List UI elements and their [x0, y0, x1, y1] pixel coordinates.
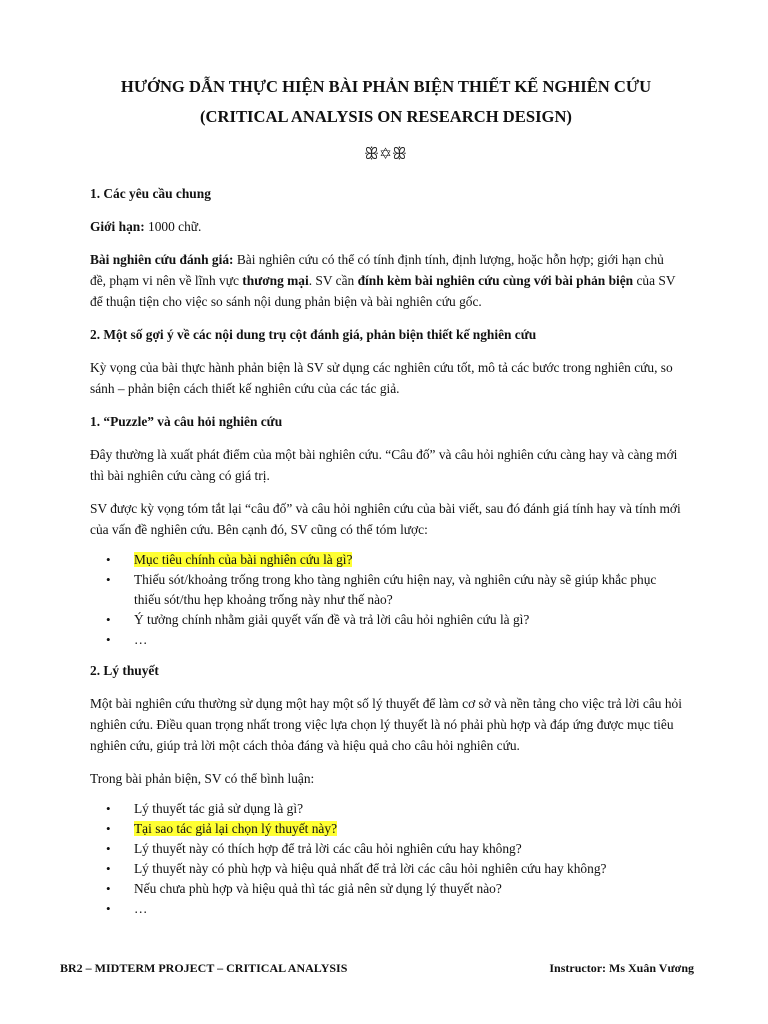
- section-heading-theory: 2. Lý thuyết: [90, 663, 159, 678]
- list-item: [90, 879, 682, 899]
- list-item: [90, 630, 682, 650]
- footer-course-label: BR2 – MIDTERM PROJECT – CRITICAL ANALYSIS: [60, 961, 348, 975]
- paper-bold-attach: đính kèm bài nghiên cứu cùng với bài phản biện: [357, 273, 634, 288]
- bullet-icon: •: [106, 612, 111, 627]
- document-page: [90, 76, 682, 919]
- bullet-icon: •: [106, 632, 111, 647]
- word-limit-paragraph: [90, 216, 682, 237]
- suggestions-intro: Kỳ vọng của bài thực hành phản biện là SV sử dụng các nghiên cứu tốt, mô tả các bước trong nghiên cứu, so sánh – phản biện cách thiết kế nghiên cứu của các tác giả.: [90, 360, 673, 396]
- paper-text-part-3: của SV để thuận tiện cho việc so sánh nội dung phản biện và bài nghiên cứu gốc.: [90, 273, 676, 309]
- bullet-icon: •: [106, 572, 111, 587]
- puzzle-paragraph-1: Đây thường là xuất phát điểm của một bài nghiên cứu. “Câu đố” và câu hỏi nghiên cứu càng hay và càng mới thì bài nghiên cứu càng có giá trị.: [90, 447, 678, 483]
- list-item: [90, 859, 682, 879]
- list-item: [90, 550, 682, 570]
- footer-instructor-label: Instructor: Ms Xuân Vương: [549, 961, 694, 975]
- paper-text-part-1: Bài nghiên cứu có thể có tính định tính, định lượng, hoặc hỗn hợp; giới hạn chủ đề, phạm vi nên về lĩnh vực: [90, 252, 664, 288]
- word-limit-value: 1000 chữ.: [144, 219, 202, 234]
- list-item-text: Lý thuyết tác giả sử dụng là gì?: [134, 801, 304, 816]
- theory-bullet-list: [90, 799, 682, 919]
- list-item: [90, 799, 682, 819]
- list-item: [90, 899, 682, 919]
- theory-paragraph-2: Trong bài phản biện, SV có thể bình luận:: [90, 771, 315, 786]
- section-heading-suggestions: 2. Một số gợi ý về các nội dung trụ cột đánh giá, phản biện thiết kế nghiên cứu: [90, 327, 537, 342]
- bullet-icon: •: [106, 841, 111, 856]
- document-title: HƯỚNG DẪN THỰC HIỆN BÀI PHẢN BIỆN THIẾT KẾ NGHIÊN CỨU: [120, 77, 652, 96]
- list-item-text: …: [134, 901, 148, 916]
- bullet-icon: •: [106, 801, 111, 816]
- word-limit-label: Giới hạn:: [90, 219, 145, 234]
- list-item-text: Thiếu sót/khoảng trống trong kho tàng nghiên cứu hiện nay, và nghiên cứu này sẽ giúp khắc phục thiếu sót/thu hẹp khoảng trống này như thế nào?: [134, 572, 657, 607]
- list-item-text: Lý thuyết này có phù hợp và hiệu quả nhất để trả lời các câu hỏi nghiên cứu hay không?: [134, 861, 607, 876]
- paper-label: Bài nghiên cứu đánh giá:: [90, 252, 234, 267]
- list-item: [90, 570, 682, 610]
- list-item-text-highlighted: Tại sao tác giả lại chọn lý thuyết này?: [134, 821, 338, 836]
- list-item-text-highlighted: Mục tiêu chính của bài nghiên cứu là gì?: [134, 552, 353, 567]
- bullet-icon: •: [106, 552, 111, 567]
- section-heading-puzzle: 1. “Puzzle” và câu hỏi nghiên cứu: [90, 414, 283, 429]
- list-item: [90, 610, 682, 630]
- list-item-text: Lý thuyết này có thích hợp để trả lời các câu hỏi nghiên cứu hay không?: [134, 841, 522, 856]
- paper-text-part-2: . SV cần: [308, 273, 358, 288]
- paper-bold-commerce: thương mại: [242, 273, 309, 288]
- theory-paragraph-1: Một bài nghiên cứu thường sử dụng một hay một số lý thuyết để làm cơ sở và nền tảng cho việc trả lời câu hỏi nghiên cứu. Điều quan trọng nhất trong việc lựa chọn lý thuyết là nó phải phù hợp và đáp ứng được mục tiêu nghiên cứu, giúp trả lời một cách thỏa đáng và hiệu quả cho câu hỏi nghiên cứu.: [90, 696, 682, 753]
- list-item-text: Nếu chưa phù hợp và hiệu quả thì tác giả nên sử dụng lý thuyết nào?: [134, 881, 502, 896]
- bullet-icon: •: [106, 901, 111, 916]
- list-item: [90, 839, 682, 859]
- ornament-divider: ꕥ✡ꕥ: [364, 146, 408, 163]
- list-item-text: Ý tưởng chính nhằm giải quyết vấn đề và trả lời câu hỏi nghiên cứu là gì?: [134, 612, 530, 627]
- bullet-icon: •: [106, 861, 111, 876]
- list-item: [90, 819, 682, 839]
- page-footer: [60, 960, 694, 976]
- list-item-text: …: [134, 632, 148, 647]
- puzzle-paragraph-2: SV được kỳ vọng tóm tắt lại “câu đố” và câu hỏi nghiên cứu của bài viết, sau đó đánh giá tính hay và tính mới của vấn đề nghiên cứu. Bên cạnh đó, SV cũng có thể tóm lược:: [90, 501, 681, 537]
- section-heading-general-requirements: 1. Các yêu cầu chung: [90, 186, 211, 201]
- puzzle-bullet-list: [90, 550, 682, 650]
- paper-requirement-paragraph: [90, 249, 682, 312]
- document-subtitle: (CRITICAL ANALYSIS ON RESEARCH DESIGN): [200, 107, 572, 126]
- bullet-icon: •: [106, 881, 111, 896]
- bullet-icon: •: [106, 821, 111, 836]
